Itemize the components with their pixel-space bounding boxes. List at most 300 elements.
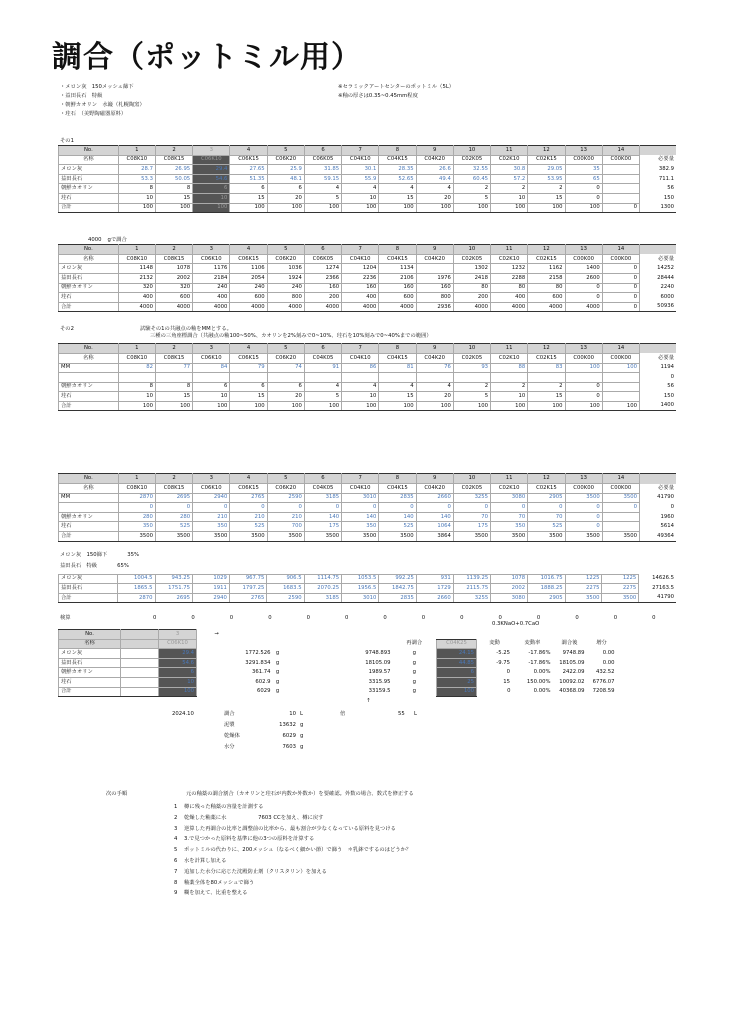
value-cell: 6 <box>230 382 267 392</box>
arrow-cell <box>477 697 513 707</box>
column-number: 14 <box>602 245 639 255</box>
required-amount: 382.9 <box>658 165 674 172</box>
column-name: C06K15 <box>230 254 267 264</box>
table-1 <box>58 145 676 213</box>
arrow-cell <box>197 697 237 707</box>
value-cell: 210 <box>230 512 267 522</box>
column-number: 6 <box>304 245 341 255</box>
final-header-cell <box>237 630 273 640</box>
required-amount: 1194 <box>660 364 674 371</box>
row-label <box>59 503 119 513</box>
final-cell <box>283 658 345 668</box>
column-number: 9 <box>416 146 453 156</box>
step-text: 3.で見つかった原料を基準に他の3つの原料を計算する <box>184 836 315 843</box>
step-number: 4 <box>174 836 178 843</box>
value-cell: 2236 <box>342 273 379 283</box>
column-number: 14 <box>602 474 639 484</box>
value-cell: 15 <box>155 193 192 203</box>
final-row <box>59 677 617 687</box>
value-cell: 1064 <box>416 522 453 532</box>
value-cell: 100 <box>267 401 304 411</box>
value-cell: 100 <box>342 203 379 213</box>
column-number: 10 <box>453 245 490 255</box>
value-cell: 350 <box>118 522 155 532</box>
value-cell: 600 <box>230 293 267 303</box>
final-cell: 0 <box>506 669 510 676</box>
value-cell: 350 <box>491 522 528 532</box>
column-name: C08K10 <box>118 353 155 363</box>
value-cell: 2002 <box>155 273 192 283</box>
final-cell <box>197 649 237 659</box>
value-cell: 600 <box>528 293 565 303</box>
final-header-cell: 調合後 <box>553 639 587 649</box>
value-cell: 4 <box>342 382 379 392</box>
final-cell: 0.00% <box>533 688 551 695</box>
value-cell: 29.05 <box>528 165 565 175</box>
mix-multiplier-unit: L <box>414 711 417 717</box>
value-cell: 82 <box>118 363 155 373</box>
value-cell: 100 <box>602 363 639 373</box>
required-amount: 41790 <box>639 593 676 603</box>
step-item <box>174 826 411 837</box>
final-header-cell <box>553 630 587 640</box>
column-number: 8 <box>379 344 416 354</box>
column-number: 10 <box>453 146 490 156</box>
step-item <box>174 880 411 891</box>
header-row-name <box>59 353 677 363</box>
column-name: C02K10 <box>491 254 528 264</box>
column-name: C04K15 <box>379 254 416 264</box>
value-cell: 80 <box>528 283 565 293</box>
final-cell: 0.00 <box>602 659 615 666</box>
column-name: C02K05 <box>453 254 490 264</box>
final-header-cell <box>237 639 273 649</box>
column-name: C08K15 <box>155 254 192 264</box>
column-number: 12 <box>528 146 565 156</box>
column-number: 5 <box>267 344 304 354</box>
step-item <box>174 815 411 826</box>
value-cell: 2835 <box>379 493 416 503</box>
value-cell: 0 <box>602 503 639 513</box>
column-number: 7 <box>342 344 379 354</box>
row-label: メロン灰 <box>59 574 118 584</box>
table-row <box>59 584 677 594</box>
value-cell: 3255 <box>453 493 490 503</box>
column-number: 3 <box>193 245 230 255</box>
value-cell: 57.2 <box>491 174 528 184</box>
value-cell: 100 <box>453 401 490 411</box>
column-name: C08K15 <box>155 155 192 165</box>
value-cell: 525 <box>528 522 565 532</box>
step-text: 糊を加えて、比重を整える <box>184 890 248 897</box>
value-cell: 160 <box>416 283 453 293</box>
column-name: C06K05 <box>304 254 341 264</box>
value-cell: 1134 <box>379 264 416 274</box>
value-cell: 320 <box>118 283 155 293</box>
value-cell: 1078 <box>155 264 192 274</box>
value-cell: 175 <box>304 522 341 532</box>
final-header-cell <box>197 639 237 649</box>
column-name: C04K10 <box>342 484 379 494</box>
value-cell: 2870 <box>118 493 155 503</box>
mix-label: 乾燥体 <box>224 733 240 739</box>
value-cell: 2765 <box>230 493 267 503</box>
final-cell: 18105.09 <box>365 659 391 666</box>
table-row <box>59 593 677 603</box>
value-cell: 2366 <box>304 273 341 283</box>
value-cell: 60.45 <box>453 174 490 184</box>
final-header-cell <box>121 639 159 649</box>
header-no: No. <box>59 245 119 255</box>
value-cell: 3500 <box>602 532 639 542</box>
value-cell: 70 <box>491 512 528 522</box>
value-cell: 0 <box>193 503 230 513</box>
column-name: C02K15 <box>528 254 565 264</box>
value-cell: 32.55 <box>453 165 490 175</box>
value-cell: 100 <box>304 401 341 411</box>
final-cell: g <box>412 688 416 695</box>
spreadsheet <box>58 84 676 911</box>
value-cell: 6 <box>193 184 230 194</box>
column-name: C04K20 <box>416 484 453 494</box>
row-label: 合計 <box>59 532 119 542</box>
final-cell: 25 <box>437 677 477 687</box>
table-4 <box>58 473 676 541</box>
value-cell: 2 <box>491 184 528 194</box>
required-amount-header: 必要量 <box>658 156 674 163</box>
value-cell: 100 <box>304 203 341 213</box>
ratio-label: メロン灰 150篩下 <box>60 551 108 558</box>
mix-value: 10 <box>289 711 296 717</box>
value-cell: 53.95 <box>528 174 565 184</box>
value-cell: 3010 <box>342 593 379 603</box>
value-cell: 53.3 <box>118 174 155 184</box>
final-header-cell: 再調合 <box>393 639 437 649</box>
value-cell: 1225 <box>565 574 602 584</box>
value-cell: 6 <box>267 184 304 194</box>
value-cell: 10 <box>118 392 155 402</box>
value-cell: 30.1 <box>342 165 379 175</box>
step-text: 釉薬全体を80メッシュで篩う <box>184 879 255 886</box>
value-cell: 81 <box>379 363 416 373</box>
arrow-cell <box>587 697 617 707</box>
note-line: ※釉の厚さは0.35~0.45mm程度 <box>338 93 418 99</box>
final-header-name <box>59 639 617 649</box>
column-name: C00K00 <box>602 353 639 363</box>
value-cell: 525 <box>155 522 192 532</box>
required-amount: 1960 <box>660 513 674 520</box>
final-cell <box>283 668 345 678</box>
column-name: C04K15 <box>379 353 416 363</box>
final-section <box>58 629 676 719</box>
column-name: C00K00 <box>565 155 602 165</box>
final-cell: 0 <box>507 688 511 695</box>
value-cell: 350 <box>342 522 379 532</box>
value-cell: 6 <box>230 184 267 194</box>
value-cell: 100 <box>230 401 267 411</box>
value-cell: 4000 <box>379 302 416 312</box>
value-cell <box>155 373 192 383</box>
final-row <box>59 687 617 697</box>
column-name: C02K05 <box>453 353 490 363</box>
table-row <box>59 373 677 383</box>
value-cell: 100 <box>416 401 453 411</box>
column-name: C04K10 <box>342 254 379 264</box>
value-cell: 15 <box>230 392 267 402</box>
value-cell: 2 <box>453 382 490 392</box>
value-cell: 2940 <box>193 493 230 503</box>
check-value: 0 <box>652 614 656 621</box>
value-cell: 100 <box>528 401 565 411</box>
value-cell: 0 <box>304 503 341 513</box>
value-cell: 2418 <box>453 273 490 283</box>
value-cell: 5 <box>304 193 341 203</box>
row-label: MM <box>59 493 119 503</box>
value-cell: 3080 <box>491 493 528 503</box>
value-cell <box>528 373 565 383</box>
final-row <box>59 658 617 668</box>
step-item <box>174 858 411 869</box>
final-cell: -17.86% <box>528 659 551 666</box>
value-cell: 4 <box>379 382 416 392</box>
final-cell <box>121 677 159 687</box>
value-cell: 3500 <box>565 593 602 603</box>
row-label: MM <box>59 363 119 373</box>
note-line: ・朝鮮カオリン 水簸（札幌陶窯） <box>60 102 145 108</box>
steps-intro: 元の釉薬の調合割合（カオリンと珪石が内数か外数か）を要確認。外数の場合、数式を修正する <box>186 791 414 797</box>
value-cell: 10 <box>193 392 230 402</box>
column-name: C06K10 <box>193 254 230 264</box>
final-cell <box>283 687 345 697</box>
table-row <box>59 184 677 194</box>
value-cell: 3500 <box>118 532 155 542</box>
value-cell: 88 <box>491 363 528 373</box>
column-number: 12 <box>528 474 565 484</box>
value-cell <box>602 165 639 175</box>
check-value: 0 <box>536 614 541 621</box>
value-cell: 525 <box>379 522 416 532</box>
final-cell: 9748.89 <box>562 649 585 656</box>
arrow-cell <box>393 697 437 707</box>
final-header-cell: 増分 <box>587 639 617 649</box>
required-amount: 28444 <box>657 274 674 281</box>
column-number: 3 <box>193 146 230 156</box>
value-cell: 931 <box>416 574 453 584</box>
value-cell: 6 <box>267 382 304 392</box>
mix-label: 調合 <box>224 711 235 717</box>
value-cell: 100 <box>230 203 267 213</box>
value-cell: 3010 <box>342 493 379 503</box>
table-5 <box>58 574 676 604</box>
column-name: C00K00 <box>602 484 639 494</box>
value-cell <box>118 373 155 383</box>
note-line: ※セラミックアートセンターのポットミル（5L） <box>338 84 455 90</box>
column-name: C06K15 <box>230 155 267 165</box>
final-cell: -17.86% <box>528 649 551 656</box>
column-name: C08K10 <box>118 254 155 264</box>
final-cell: 6776.07 <box>592 678 615 685</box>
required-amount-header: 必要量 <box>658 255 674 262</box>
value-cell <box>602 373 639 383</box>
mix-unit: g <box>300 744 304 750</box>
value-cell: 1029 <box>193 574 230 584</box>
ratio-row <box>60 552 139 559</box>
column-number: 5 <box>267 245 304 255</box>
row-label: 珪石 <box>59 193 119 203</box>
table-3 <box>58 343 676 411</box>
step-number: 8 <box>174 879 178 886</box>
final-cell: 朝鮮カオリン <box>59 668 121 678</box>
final-cell: 18105.09 <box>559 659 585 666</box>
value-cell: 80 <box>453 283 490 293</box>
value-cell: 25.9 <box>267 165 304 175</box>
final-header-cell: → <box>197 630 237 640</box>
column-name: C04K10 <box>342 353 379 363</box>
value-cell: 3500 <box>602 493 639 503</box>
req-blank <box>639 245 676 255</box>
value-cell <box>304 373 341 383</box>
header-no: No. <box>59 344 119 354</box>
column-number: 13 <box>565 146 602 156</box>
value-cell: 15 <box>230 193 267 203</box>
required-amount: 0 <box>670 504 674 511</box>
column-name: C08K10 <box>118 484 155 494</box>
value-cell: 0 <box>491 503 528 513</box>
final-cell: g <box>275 678 280 685</box>
value-cell: 0 <box>565 392 602 402</box>
final-cell: 15 <box>503 678 510 685</box>
row-label: 益田長石 <box>59 584 118 594</box>
mix-unit: g <box>300 722 304 728</box>
column-name: C06K20 <box>267 254 304 264</box>
value-cell: 0 <box>342 503 379 513</box>
final-row <box>59 649 617 659</box>
column-number: 13 <box>565 344 602 354</box>
table-row <box>59 174 677 184</box>
column-number: 9 <box>416 245 453 255</box>
value-cell: 100 <box>565 401 602 411</box>
value-cell: 600 <box>155 293 192 303</box>
required-amount: 1300 <box>640 203 677 213</box>
table-row <box>59 382 677 392</box>
step-text: 樽に残った釉薬の容量を計測する <box>184 804 264 810</box>
req-blank <box>640 146 677 156</box>
value-cell: 100 <box>453 203 490 213</box>
column-name: C06K20 <box>267 353 304 363</box>
value-cell: 20 <box>416 392 453 402</box>
value-cell: 200 <box>453 293 490 303</box>
column-name: C02K05 <box>453 155 490 165</box>
value-cell: 0 <box>565 193 602 203</box>
required-amount: 1400 <box>640 401 677 411</box>
final-cell: 0.00 <box>602 649 615 656</box>
value-cell: 5 <box>453 392 490 402</box>
value-cell: 100 <box>155 203 192 213</box>
final-cell: 6 <box>437 668 477 678</box>
header-no: No. <box>59 146 119 156</box>
header-row-no <box>59 344 677 354</box>
ratio-box <box>58 552 676 574</box>
value-cell: 4000 <box>118 302 155 312</box>
column-number: 9 <box>416 344 453 354</box>
value-cell: 2288 <box>491 273 528 283</box>
final-header-cell: No. <box>59 630 121 640</box>
value-cell: 2115.75 <box>453 584 491 594</box>
value-cell: 1106 <box>230 264 267 274</box>
check-value: 0 <box>383 614 387 621</box>
material-notes <box>58 84 676 134</box>
mix-multiplier-value: 55 <box>398 711 405 717</box>
column-number: 7 <box>342 146 379 156</box>
value-cell: 0 <box>602 283 639 293</box>
value-cell: 400 <box>118 293 155 303</box>
required-amount: 41790 <box>657 494 674 501</box>
value-cell: 28.35 <box>379 165 416 175</box>
column-number: 2 <box>155 245 192 255</box>
value-cell: 100 <box>602 401 639 411</box>
value-cell: 2070.25 <box>304 584 342 594</box>
step-number: 2 <box>174 814 178 821</box>
table-row <box>59 574 677 584</box>
value-cell: 1176 <box>193 264 230 274</box>
column-name: C04K20 <box>416 155 453 165</box>
value-cell: 0 <box>565 382 602 392</box>
value-cell: 240 <box>267 283 304 293</box>
final-cell: 150.00% <box>526 678 551 685</box>
column-number: 14 <box>602 344 639 354</box>
column-number: 12 <box>528 245 565 255</box>
row-label: 珪石 <box>59 392 119 402</box>
value-cell: 2870 <box>118 593 155 603</box>
final-cell: 0.00% <box>533 669 551 676</box>
mix-label: 水分 <box>224 744 235 750</box>
column-number: 8 <box>379 146 416 156</box>
value-cell: 0 <box>602 302 639 312</box>
table-row <box>59 493 677 503</box>
column-name: C02K05 <box>453 484 490 494</box>
value-cell: 15 <box>379 193 416 203</box>
value-cell: 3500 <box>491 532 528 542</box>
step-text: ポットミルの代わりに、200メッシュ（なるべく細かい節）で篩う ＊乳鉢でするのはどうか？ <box>184 847 412 854</box>
value-cell: 1204 <box>342 264 379 274</box>
value-cell: 4 <box>379 184 416 194</box>
value-cell: 1004.5 <box>118 574 155 584</box>
value-cell: 10 <box>342 193 379 203</box>
ratio-value: 65% <box>117 562 129 569</box>
value-cell: 0 <box>528 503 565 513</box>
value-cell: 55.9 <box>342 174 379 184</box>
column-name: C00K00 <box>602 155 639 165</box>
value-cell <box>602 184 639 194</box>
value-cell: 35 <box>565 165 602 175</box>
value-cell: 5 <box>453 193 490 203</box>
final-header-cell <box>283 630 345 640</box>
value-cell: 4000 <box>230 302 267 312</box>
value-cell: 83 <box>528 363 565 373</box>
final-cell <box>121 668 159 678</box>
final-header-cell: C04K25 <box>437 639 477 649</box>
value-cell: 4 <box>304 382 341 392</box>
column-name: C02K15 <box>528 484 565 494</box>
final-cell: 3315.95 <box>368 678 391 685</box>
value-cell: 65 <box>565 174 602 184</box>
value-cell: 4 <box>416 382 453 392</box>
value-cell: 3500 <box>565 493 602 503</box>
value-cell: 0 <box>230 503 267 513</box>
value-cell: 26.6 <box>416 165 453 175</box>
column-name: C02K10 <box>491 155 528 165</box>
column-name: C02K10 <box>491 484 528 494</box>
